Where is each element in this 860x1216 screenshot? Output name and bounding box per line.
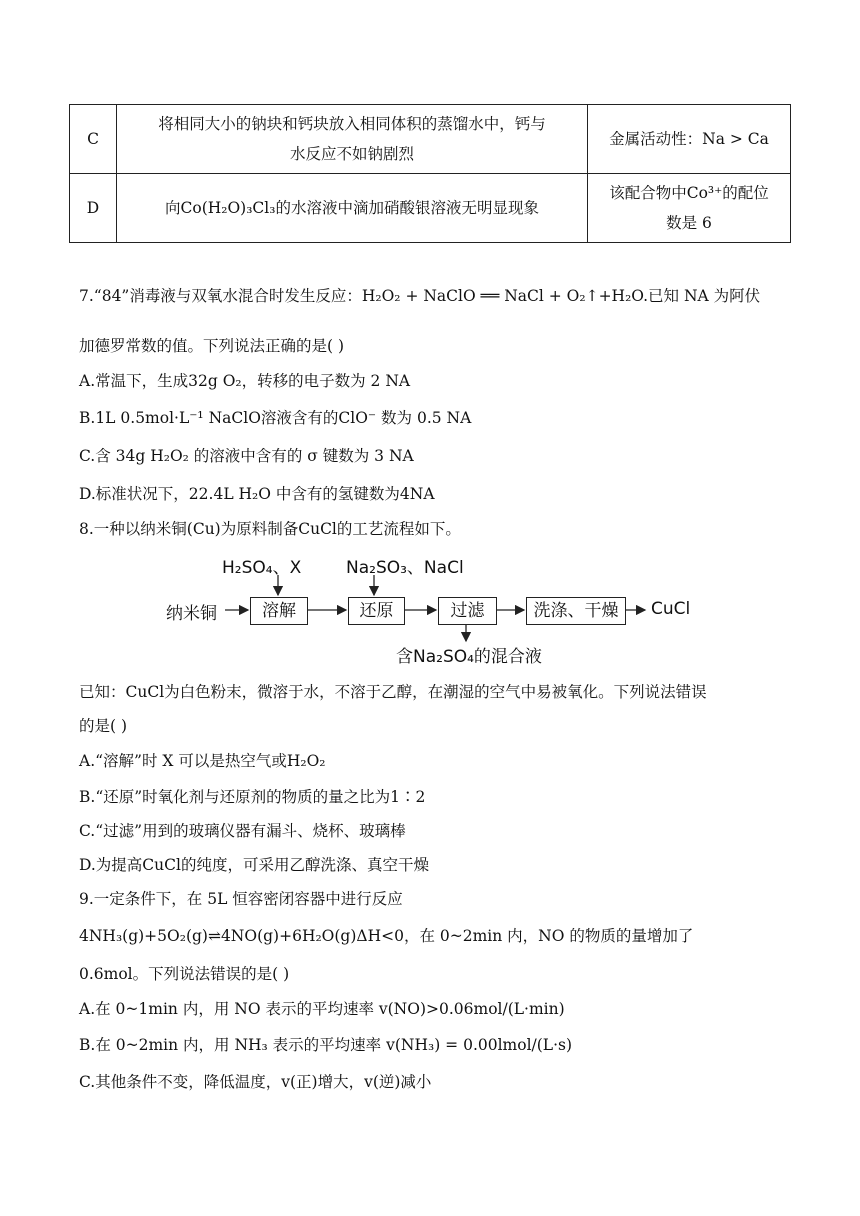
q8-known-line1: 已知：CuCl为白色粉末，微溶于水，不溶于乙醇，在潮湿的空气中易被氧化。下列说法错误: [79, 683, 707, 701]
table-row: [70, 174, 791, 243]
flow-reagent-1: H₂SO₄、X: [222, 558, 302, 578]
q8-option-d: D.为提高CuCl的纯度，可采用乙醇洗涤、真空干燥: [79, 856, 429, 874]
q7-option-d: D.标准状况下，22.4L H₂O 中含有的氢键数为4NA: [79, 485, 435, 503]
q9-stem-line1: 9.一定条件下，在 5L 恒容密闭容器中进行反应: [79, 890, 403, 908]
q7-option-c: C.含 34g H₂O₂ 的溶液中含有的 σ 键数为 3 NA: [79, 447, 414, 465]
conclusion-cell: [588, 174, 791, 243]
q8-option-a: A.“溶解”时 X 可以是热空气或H₂O₂: [79, 752, 326, 770]
q9-option-c: C.其他条件不变，降低温度，v(正)增大，v(逆)减小: [79, 1073, 432, 1091]
q8-option-c: C.“过滤”用到的玻璃仪器有漏斗、烧杯、玻璃棒: [79, 822, 406, 840]
q8-known-line2: 的是( ): [79, 717, 128, 735]
q9-option-b: B.在 0~2min 内，用 NH₃ 表示的平均速率 v(NH₃) = 0.00lmol/(L·s): [79, 1036, 573, 1054]
q9-stem-line3: 0.6mol。下列说法错误的是( ): [79, 965, 290, 983]
experiment-cell: [117, 174, 588, 243]
q9-stem-line2: 4NH₃(g)+5O₂(g)⇌4NO(g)+6H₂O(g)ΔH<0，在 0~2min 内，NO 的物质的量增加了: [79, 927, 694, 945]
table-row: [70, 105, 791, 174]
q7-stem-line1: 7.“84”消毒液与双氧水混合时发生反应：H₂O₂ + NaClO ══ NaCl + O₂↑+H₂O.已知 NA 为阿伏: [79, 287, 761, 305]
q9-option-a: A.在 0~1min 内，用 NO 表示的平均速率 v(NO)>0.06mol/(L·min): [79, 1000, 565, 1018]
flow-step-reduce: 还原: [348, 597, 405, 625]
conclusion-text: 该配合物中Co³⁺的配位: [609, 184, 769, 202]
answer-table: [69, 104, 791, 243]
experiment-text: 向Co(H₂O)₃Cl₃的水溶液中滴加硝酸银溶液无明显现象: [165, 199, 539, 217]
flow-step-filter: 过滤: [438, 597, 497, 625]
q7-option-a: A.常温下，生成32g O₂，转移的电子数为 2 NA: [79, 372, 411, 390]
q8-option-b: B.“还原”时氧化剂与还原剂的物质的量之比为1∶2: [79, 788, 426, 806]
option-key: C: [70, 105, 117, 174]
conclusion-text: 数是 6: [666, 214, 712, 232]
flow-step-wash-dry: 洗涤、干燥: [526, 597, 626, 625]
q7-stem-line2: 加德罗常数的值。下列说法正确的是( ): [79, 337, 345, 355]
conclusion-text: 金属活动性：Na > Ca: [609, 130, 769, 148]
q7-option-b: B.1L 0.5mol·L⁻¹ NaClO溶液含有的ClO⁻ 数为 0.5 NA: [79, 409, 472, 427]
conclusion-cell: [588, 105, 791, 174]
flow-start-label: 纳米铜: [166, 604, 217, 624]
flow-reagent-2: Na₂SO₃、NaCl: [346, 558, 464, 578]
experiment-text: 水反应不如钠剧烈: [289, 145, 414, 163]
flow-step-dissolve: 溶解: [250, 597, 308, 625]
flow-byproduct-label: 含Na₂SO₄的混合液: [396, 647, 542, 667]
process-flow-diagram: [160, 545, 720, 670]
experiment-text: 将相同大小的钠块和钙块放入相同体积的蒸馏水中，钙与: [158, 115, 546, 133]
option-key: D: [70, 174, 117, 243]
flow-product-label: CuCl: [651, 599, 691, 619]
experiment-cell: [117, 105, 588, 174]
q8-stem: 8.一种以纳米铜(Cu)为原料制备CuCl的工艺流程如下。: [79, 520, 461, 538]
